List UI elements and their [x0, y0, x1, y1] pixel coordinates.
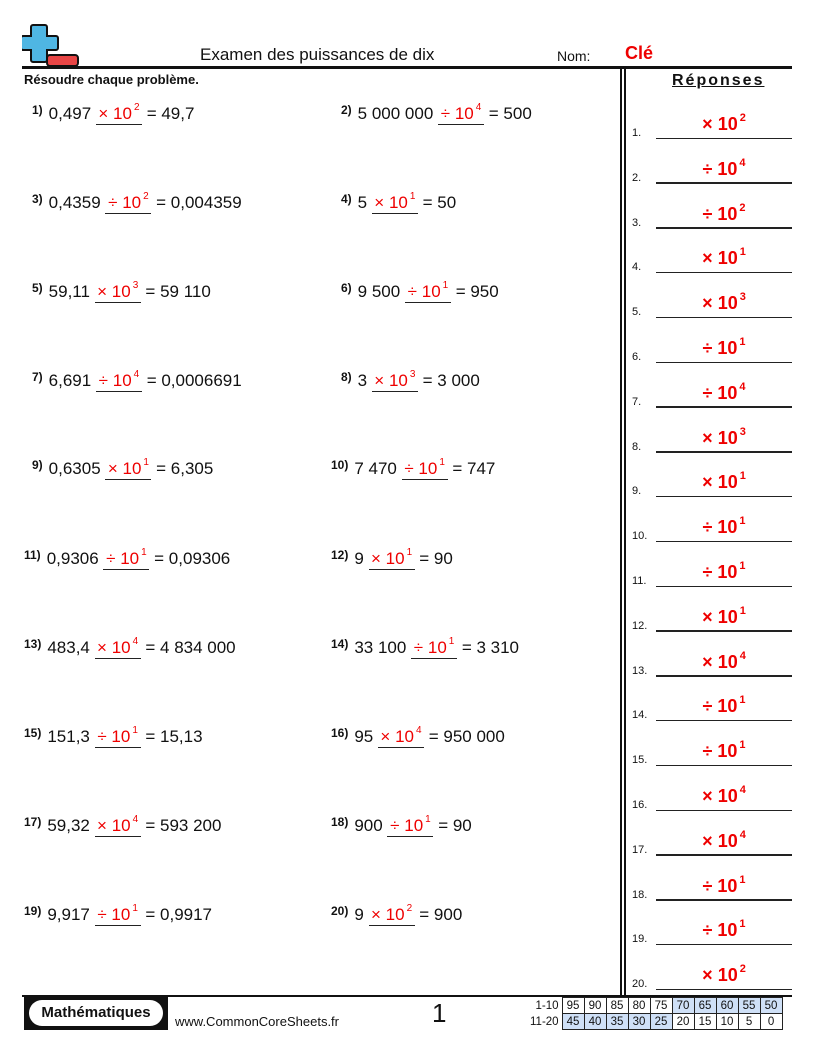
- column-divider-right: [624, 68, 626, 996]
- answer-line: [656, 182, 792, 184]
- answer-value: ÷ 10 $^4$: [702, 380, 746, 403]
- answer-line: [656, 765, 792, 767]
- score-cell: 75: [650, 998, 672, 1014]
- answer-line: [656, 496, 792, 498]
- base: 10: [111, 816, 131, 835]
- score-cell: 50: [760, 998, 782, 1014]
- answer-blank[interactable]: [387, 816, 433, 837]
- answer-row-18: [632, 871, 792, 901]
- operator: ×: [97, 816, 107, 835]
- operator: ÷: [407, 282, 418, 301]
- operator: ×: [370, 905, 381, 924]
- base: 10: [454, 104, 474, 123]
- answer-row-3: [632, 199, 792, 229]
- answer-number: 7.: [632, 395, 642, 408]
- answer-blank[interactable]: [372, 193, 418, 214]
- exponent: 4: [416, 725, 422, 737]
- score-cell: 55: [738, 998, 760, 1014]
- answer-value: ÷ 10 $^1$: [702, 739, 746, 762]
- operator: ×: [98, 104, 109, 123]
- exponent: 1: [132, 725, 138, 737]
- problem-result: = 500: [488, 104, 532, 123]
- answer-line: [656, 317, 792, 319]
- problem-operand: 59,11: [48, 282, 90, 301]
- problem-result: = 950 000: [428, 727, 505, 746]
- problem-operand: 0,6305: [48, 459, 101, 478]
- problem-operand: 6,691: [48, 371, 92, 390]
- score-cell: 85: [606, 998, 628, 1014]
- exponent: 1: [439, 457, 445, 469]
- score-cell: 90: [584, 998, 606, 1014]
- base: 10: [112, 371, 132, 390]
- answer-row-16: [632, 781, 792, 811]
- problem-number: 13): [24, 637, 42, 651]
- operator: ÷: [106, 549, 116, 568]
- problem-9: [32, 459, 213, 480]
- problem-result: = 950: [455, 282, 499, 301]
- answer-number: 8.: [632, 440, 642, 453]
- problem-result: = 90: [419, 549, 453, 568]
- problem-10: [331, 459, 495, 480]
- problem-operand: 5 000 000: [357, 104, 434, 123]
- operator: ÷: [413, 638, 424, 657]
- answer-blank[interactable]: [438, 104, 484, 125]
- problem-number: 19): [24, 904, 42, 918]
- answer-line: [656, 720, 792, 722]
- problem-number: 7): [32, 370, 43, 384]
- problem-number: 18): [331, 815, 349, 829]
- answer-value: × 10 $^1$: [702, 470, 746, 493]
- answer-line: [656, 810, 792, 812]
- site-url[interactable]: www.CommonCoreSheets.fr: [175, 1014, 339, 1029]
- score-cell: 60: [716, 998, 738, 1014]
- answer-line: [656, 362, 792, 364]
- name-value: Clé: [625, 43, 654, 63]
- operator: ×: [374, 371, 385, 390]
- answer-value: × 10 $^2$: [702, 112, 746, 134]
- answer-number: 17.: [632, 843, 648, 856]
- problem-number: 17): [24, 815, 42, 829]
- problem-result: = 4 834 000: [145, 638, 236, 657]
- answer-number: 9.: [632, 485, 642, 498]
- problem-3: [32, 193, 242, 214]
- answer-value: ÷ 10 $^1$: [702, 560, 746, 582]
- answer-blank[interactable]: [105, 193, 151, 214]
- answer-value: ÷ 10 $^2$: [702, 201, 746, 224]
- exponent: 4: [132, 814, 139, 826]
- problem-number: 11): [24, 548, 41, 562]
- exponent: 3: [132, 280, 139, 292]
- problem-operand: 7 470: [354, 459, 397, 478]
- answers-title: Réponses: [672, 72, 765, 89]
- problem-17: [24, 816, 221, 837]
- problem-number: 5): [32, 281, 43, 295]
- problem-result: = 49,7: [146, 104, 195, 123]
- answer-line: [656, 675, 792, 677]
- exponent: 4: [132, 636, 139, 648]
- score-range-label: 11-20: [530, 1015, 559, 1028]
- answer-value: ÷ 10 $^1$: [702, 873, 746, 896]
- name-label: Nom:: [557, 48, 591, 64]
- answer-blank[interactable]: [95, 282, 141, 303]
- base: 10: [385, 905, 405, 924]
- answer-blank[interactable]: [96, 104, 142, 125]
- answer-value: × 10 $^1$: [702, 246, 746, 269]
- problem-operand: 33 100: [354, 638, 407, 657]
- answer-value: ÷ 10 $^1$: [702, 694, 746, 717]
- problem-20: [331, 905, 462, 926]
- answer-blank[interactable]: [369, 905, 415, 926]
- problem-operand: 59,32: [47, 816, 90, 835]
- exponent: 1: [141, 547, 147, 559]
- answer-value: ÷ 10 $^1$: [702, 918, 746, 941]
- answer-line: [656, 854, 792, 856]
- problem-operand: 9: [354, 905, 364, 924]
- answer-value: × 10 $^3$: [702, 291, 746, 314]
- problem-number: 1): [32, 103, 43, 117]
- answer-number: 11.: [632, 575, 647, 587]
- problem-result: = 90: [438, 816, 472, 835]
- problem-result: = 6,305: [156, 459, 214, 478]
- score-row: [528, 998, 782, 1014]
- base: 10: [395, 727, 415, 746]
- problem-number: 6): [341, 281, 352, 295]
- answer-row-10: [632, 512, 792, 542]
- answer-line: [656, 630, 792, 632]
- problem-operand: 9,917: [47, 905, 90, 924]
- base: 10: [385, 549, 405, 568]
- problem-result: = 900: [419, 905, 463, 924]
- operator: ×: [97, 282, 108, 301]
- base: 10: [113, 104, 132, 123]
- operator: ÷: [404, 459, 414, 478]
- page-number: 1: [432, 998, 447, 1028]
- answer-line: [656, 227, 792, 229]
- answer-value: × 10 $^2$: [702, 963, 746, 986]
- score-cell: 40: [584, 1014, 606, 1030]
- problem-operand: 0,4359: [48, 193, 101, 212]
- base: 10: [404, 816, 424, 835]
- answer-blank[interactable]: [369, 549, 415, 570]
- answer-row-2: [632, 154, 792, 184]
- problem-operand: 95: [354, 727, 374, 746]
- base: 10: [421, 282, 441, 301]
- answer-blank[interactable]: [402, 459, 448, 480]
- column-divider-left: [620, 68, 622, 996]
- operator: ÷: [440, 104, 451, 123]
- exponent: 2: [406, 903, 413, 915]
- exponent: 4: [133, 369, 140, 381]
- logo-plus-minus-icon: [22, 24, 80, 68]
- problem-number: 4): [341, 192, 352, 206]
- score-cell: 80: [628, 998, 650, 1014]
- problem-result: = 0,0006691: [146, 371, 242, 390]
- answer-value: ÷ 10 $^1$: [702, 336, 746, 358]
- base: 10: [418, 459, 438, 478]
- answer-row-19: [632, 915, 792, 945]
- answer-number: 3.: [632, 216, 642, 229]
- answer-blank[interactable]: [95, 905, 141, 926]
- problem-result: = 3 310: [461, 638, 520, 657]
- operator: ×: [370, 549, 381, 568]
- exponent: 3: [409, 369, 416, 381]
- score-cell: 45: [562, 1014, 584, 1030]
- answer-line: [656, 138, 792, 140]
- operator: ÷: [390, 816, 400, 835]
- answer-row-6: [632, 333, 792, 363]
- answer-row-17: [632, 826, 792, 856]
- problem-operand: 151,3: [47, 727, 90, 746]
- answer-row-15: [632, 736, 792, 766]
- operator: ×: [374, 193, 385, 212]
- problem-result: = 15,13: [145, 727, 203, 746]
- base: 10: [388, 371, 408, 390]
- operator: ÷: [98, 371, 109, 390]
- problem-5: [32, 282, 211, 303]
- score-cell: 15: [694, 1014, 716, 1030]
- exponent: 4: [475, 102, 482, 114]
- exponent: 1: [442, 280, 449, 292]
- instructions: Résoudre chaque problème.: [24, 72, 199, 87]
- base: 10: [427, 638, 447, 657]
- exponent: 1: [132, 903, 138, 915]
- answer-blank[interactable]: [405, 282, 451, 303]
- score-cell: 65: [694, 998, 716, 1014]
- answer-blank[interactable]: [103, 549, 149, 570]
- exponent: 1: [406, 547, 413, 559]
- base: 10: [122, 193, 142, 212]
- answer-value: × 10 $^3$: [702, 425, 746, 448]
- problem-operand: 0,497: [48, 104, 92, 123]
- operator: ÷: [97, 727, 107, 746]
- score-table: [528, 997, 783, 1030]
- answer-value: × 10 $^4$: [702, 784, 746, 806]
- answer-blank[interactable]: [95, 638, 141, 659]
- answer-number: 4.: [632, 261, 642, 274]
- score-range-label: 1-10: [535, 999, 559, 1012]
- problem-number: 14): [331, 637, 349, 651]
- exponent: 1: [425, 814, 431, 826]
- problem-12: [331, 549, 453, 570]
- answer-value: ÷ 10 $^1$: [702, 515, 746, 538]
- operator: ×: [97, 638, 107, 657]
- answer-number: 1.: [632, 127, 642, 139]
- problem-11: [24, 549, 230, 570]
- problem-operand: 5: [357, 193, 368, 212]
- problem-result: = 50: [422, 193, 457, 212]
- answer-line: [656, 944, 792, 946]
- problem-2: [341, 104, 532, 125]
- problem-operand: 3: [357, 371, 368, 390]
- answer-row-8: [632, 423, 792, 453]
- answer-line: [656, 451, 792, 453]
- answer-row-14: [632, 691, 792, 721]
- score-cell: 25: [650, 1014, 672, 1030]
- header-divider: [22, 66, 792, 69]
- base: 10: [122, 459, 142, 478]
- problem-6: [341, 282, 499, 303]
- exponent: 1: [143, 457, 149, 469]
- answer-number: 16.: [632, 799, 648, 811]
- operator: ÷: [108, 193, 118, 212]
- base: 10: [388, 193, 408, 212]
- exponent: 1: [409, 191, 416, 203]
- answer-row-11: [632, 557, 792, 587]
- operator: ÷: [97, 905, 107, 924]
- answer-number: 10.: [632, 530, 648, 543]
- exponent: 1: [448, 636, 455, 648]
- problem-number: 10): [331, 458, 349, 472]
- answer-row-5: [632, 288, 792, 318]
- problem-operand: 9 500: [357, 282, 401, 301]
- answer-row-13: [632, 647, 792, 677]
- answer-line: [656, 989, 792, 991]
- answer-line: [656, 586, 792, 588]
- problem-4: [341, 193, 456, 214]
- problem-result: = 0,09306: [154, 549, 231, 568]
- base: 10: [120, 549, 140, 568]
- score-cell: 5: [738, 1014, 760, 1030]
- answer-row-20: [632, 960, 792, 990]
- answer-number: 19.: [632, 933, 648, 946]
- answer-number: 15.: [632, 754, 648, 767]
- problem-16: [331, 727, 505, 748]
- answer-line: [656, 406, 792, 408]
- problem-result: = 0,004359: [156, 193, 242, 212]
- problem-number: 8): [341, 370, 352, 384]
- problem-result: = 747: [452, 459, 496, 478]
- problem-number: 15): [24, 726, 42, 740]
- problem-number: 9): [32, 458, 43, 472]
- score-cell: 30: [628, 1014, 650, 1030]
- answer-row-12: [632, 602, 792, 632]
- score-cell: 10: [716, 1014, 738, 1030]
- score-cell: 35: [606, 1014, 628, 1030]
- problem-result: = 0,9917: [145, 905, 213, 924]
- answer-value: × 10 $^1$: [702, 604, 746, 627]
- answer-number: 14.: [632, 709, 648, 722]
- answer-line: [656, 899, 792, 901]
- answer-line: [656, 272, 792, 274]
- answer-blank[interactable]: [378, 727, 424, 748]
- answer-number: 13.: [632, 664, 648, 677]
- problem-7: [32, 371, 242, 392]
- answer-number: 12.: [632, 619, 648, 632]
- exponent: 2: [133, 102, 140, 114]
- problem-operand: 483,4: [47, 638, 90, 657]
- problem-result: = 59 110: [145, 282, 211, 301]
- score-row: [528, 1014, 782, 1030]
- answer-number: 5.: [632, 306, 642, 319]
- problem-8: [341, 371, 480, 392]
- problem-result: = 3 000: [422, 371, 480, 390]
- score-cell: 95: [562, 998, 584, 1014]
- answer-value: × 10 $^4$: [702, 828, 746, 851]
- subject-badge: Mathématiques: [29, 1000, 163, 1026]
- answer-blank[interactable]: [105, 459, 151, 480]
- exponent: 2: [143, 191, 149, 203]
- problem-number: 12): [331, 548, 349, 562]
- operator: ×: [380, 727, 391, 746]
- base: 10: [111, 905, 131, 924]
- problem-operand: 900: [354, 816, 383, 835]
- base: 10: [111, 727, 131, 746]
- answer-row-4: [632, 243, 792, 273]
- answer-row-9: [632, 467, 792, 497]
- answer-value: ÷ 10 $^4$: [702, 156, 746, 179]
- problem-operand: 0,9306: [46, 549, 99, 568]
- answer-value: × 10 $^4$: [702, 649, 746, 672]
- answer-number: 20.: [632, 978, 648, 991]
- answer-line: [656, 541, 792, 543]
- answer-row-1: [632, 109, 792, 139]
- problem-19: [24, 905, 212, 926]
- base: 10: [111, 282, 131, 301]
- problem-15: [24, 727, 203, 748]
- answer-number: 2.: [632, 171, 642, 184]
- answer-blank[interactable]: [96, 371, 142, 392]
- answer-number: 18.: [632, 888, 648, 901]
- answer-row-7: [632, 378, 792, 408]
- problem-number: 16): [331, 726, 349, 740]
- problem-14: [331, 638, 519, 659]
- problem-number: 2): [341, 103, 352, 117]
- problem-result: = 593 200: [145, 816, 222, 835]
- score-cell: 0: [760, 1014, 782, 1030]
- worksheet-title: Examen des puissances de dix: [200, 45, 435, 64]
- answer-number: 6.: [632, 351, 642, 363]
- answer-blank[interactable]: [411, 638, 457, 659]
- base: 10: [111, 638, 131, 657]
- score-cell: 70: [672, 998, 694, 1014]
- answer-blank[interactable]: [95, 727, 141, 748]
- problem-operand: 9: [354, 549, 364, 568]
- score-cell: 20: [672, 1014, 694, 1030]
- problem-18: [331, 816, 472, 837]
- operator: ×: [107, 459, 118, 478]
- answer-blank[interactable]: [372, 371, 418, 392]
- problem-13: [24, 638, 236, 659]
- problem-number: 3): [32, 192, 43, 206]
- problem-number: 20): [331, 904, 349, 918]
- problem-1: [32, 104, 194, 125]
- answer-blank[interactable]: [95, 816, 141, 837]
